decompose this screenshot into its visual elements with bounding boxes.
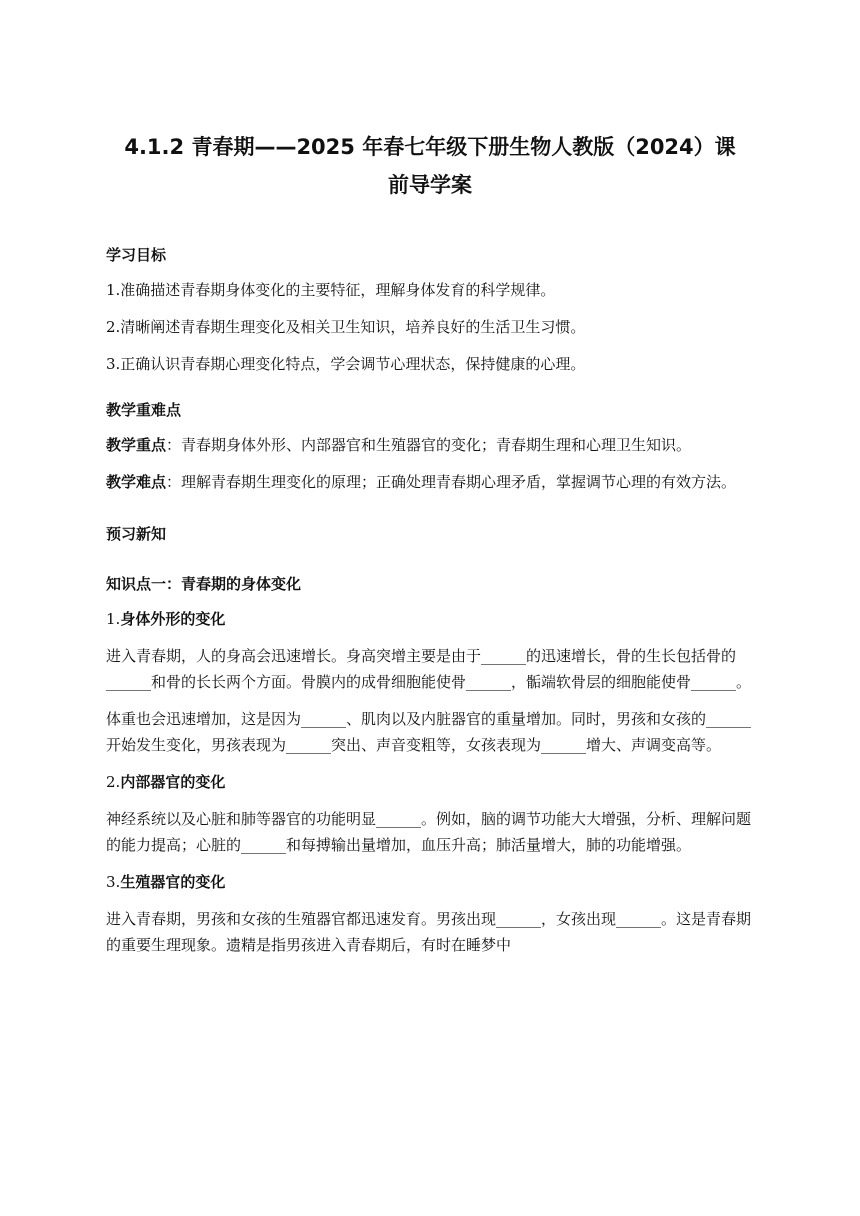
- title-line-2: 前导学案: [388, 173, 472, 197]
- key-points-section: [106, 399, 754, 495]
- section-1-number: 1.: [106, 610, 121, 628]
- section-1-title: [106, 606, 754, 632]
- section-2-title: [106, 769, 754, 795]
- knowledge-point-1-heading: 知识点一：青春期的身体变化: [106, 575, 302, 593]
- section-1-title-text: 身体外形的变化: [120, 610, 226, 628]
- section-1-paragraph-2: 体重也会迅速增加，这是因为______、肌肉以及内脏器官的重量增加。同时，男孩和女孩的______开始发生变化，男孩表现为______突出、声音变粗等，女孩表现为______增大、声调变高等。: [106, 710, 752, 754]
- preview-section: [106, 523, 754, 958]
- objective-item-1: 1.准确描述青春期身体变化的主要特征，理解身体发育的科学规律。: [106, 281, 556, 299]
- objectives-heading: 学习目标: [106, 246, 167, 264]
- section-2-number: 2.: [106, 773, 121, 791]
- section-2-title-text: 内部器官的变化: [120, 773, 226, 791]
- section-3-paragraph-1: 进入青春期，男孩和女孩的生殖器官都迅速发育。男孩出现______，女孩出现______。这是青春期的重要生理现象。遗精是指男孩进入青春期后，有时在睡梦中: [106, 910, 752, 954]
- difficulty-text: ：理解青春期生理变化的原理；正确处理青春期心理矛盾，掌握调节心理的有效方法。: [166, 473, 737, 491]
- key-points-heading: 教学重难点: [106, 401, 182, 419]
- section-3-title: [106, 869, 754, 895]
- section-3-number: 3.: [106, 873, 121, 891]
- difficulty-label: 教学难点: [106, 473, 167, 491]
- focus-label: 教学重点: [106, 436, 167, 454]
- title-line-1: 4.1.2 青春期——2025 年春七年级下册生物人教版（2024）课: [124, 135, 736, 159]
- focus-paragraph: [106, 432, 754, 458]
- objectives-section: [106, 244, 754, 377]
- document-title: [106, 128, 754, 204]
- difficulty-paragraph: [106, 469, 754, 495]
- objective-item-2: 2.清晰阐述青春期生理变化及相关卫生知识，培养良好的生活卫生习惯。: [106, 318, 586, 336]
- section-1-paragraph-1: 进入青春期，人的身高会迅速增长。身高突增主要是由于______的迅速增长，骨的生长包括骨的______和骨的长长两个方面。骨膜内的成骨细胞能使骨______，骺端软骨层的细胞能使骨______。: [106, 647, 752, 691]
- focus-text: ：青春期身体外形、内部器官和生殖器官的变化；青春期生理和心理卫生知识。: [166, 436, 692, 454]
- section-3-title-text: 生殖器官的变化: [120, 873, 226, 891]
- objective-item-3: 3.正确认识青春期心理变化特点，学会调节心理状态，保持健康的心理。: [106, 355, 586, 373]
- section-2-paragraph-1: 神经系统以及心脏和肺等器官的功能明显______。例如，脑的调节功能大大增强，分析、理解问题的能力提高；心脏的______和每搏输出量增加，血压升高；肺活量增大，肺的功能增强。: [106, 810, 752, 854]
- preview-heading: 预习新知: [106, 525, 167, 543]
